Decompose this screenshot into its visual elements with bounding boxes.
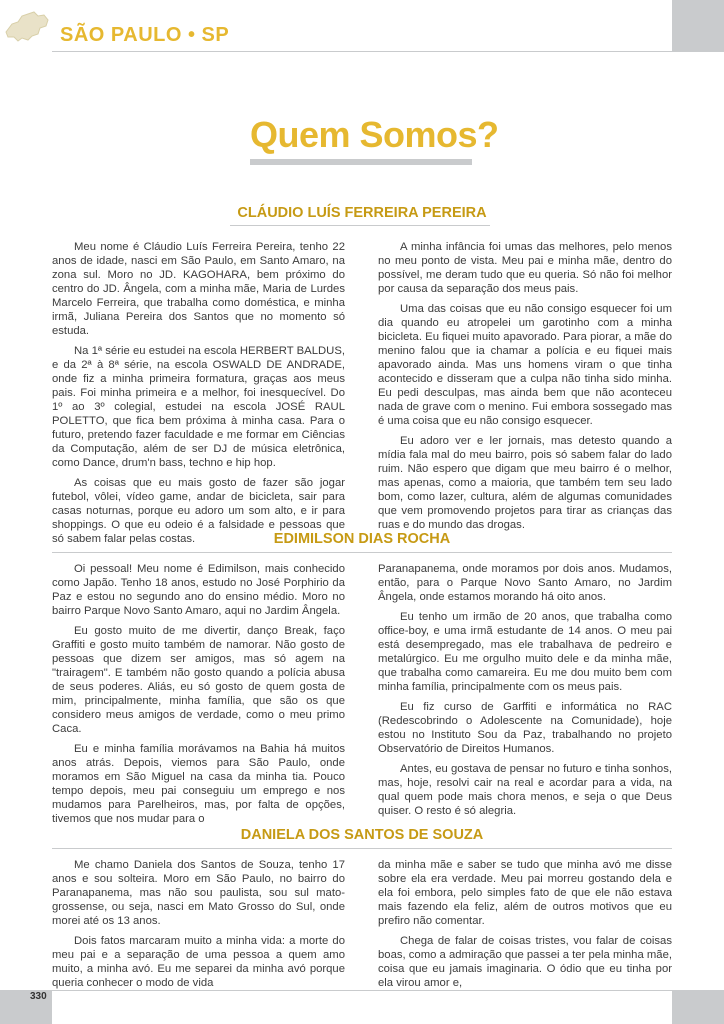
page-number: 330 — [30, 991, 47, 1002]
paragraph: Uma das coisas que eu não consigo esquecer foi um dia quando eu atropelei um garotinho com a minha bicicleta. Eu fiquei muito apavorado. Para piorar, a mãe do menino falou que ia chamar a polícia e eu fiquei mais apavorado ainda. Mas uns homens viram o que tinha acontecido e disseram que a culpa não tinha sido minha. Eu pedi desculpas, mas ainda bem que não aconteceu nada de grave com o menino. Fui embora sossegado mas é uma coisa que eu não consigo esquecer. — [378, 303, 672, 427]
paragraph: Eu tenho um irmão de 20 anos, que trabalha como office-boy, e uma irmã estudante de 14 anos. O meu pai está desempregado, mas ele trabalhava de pedreiro e metalúrgico. Eu me orgulho muito dele e da minha mãe, que trabalha como camareira. Eu me dou muito bem com minha família, principalmente com os meus pais. — [378, 611, 672, 693]
section-daniela-left-column — [52, 858, 345, 996]
footer-right-block — [672, 990, 724, 1024]
paragraph: Antes, eu gostava de pensar no futuro e tinha sonhos, mas, hoje, resolvi cair na real e acordar para a vida, na qual quem pode mais chora menos, e seja o que Deus quiser. O resto é só alegria. — [378, 763, 672, 817]
paragraph: Eu e minha família morávamos na Bahia há muitos anos atrás. Depois, viemos para São Paulo, onde moramos em São Miguel na casa da minha tia. Pouco tempo depois, meu pai conseguiu um emprego e nos mudamos para Parelheiros, mas, por falta de opções, tivemos que nos mudar para o — [52, 743, 345, 825]
page-title: Quem Somos? — [250, 114, 499, 155]
paragraph: Oi pessoal! Meu nome é Edimilson, mais conhecido como Japão. Tenho 18 anos, estudo no José Porphirio da Paz e estou no segundo ano do ensino médio. Moro no bairro Parque Novo Santo Amaro, aqui no Jardim Ângela. — [52, 563, 345, 617]
header-rule — [52, 51, 672, 52]
paragraph: Eu fiz curso de Garffiti e informática no RAC (Redescobrindo o Adolescente na Comunidade), hoje estou no Instituto Sou da Paz, trabalhando no projeto Observatório de Direitos Humanos. — [378, 701, 672, 755]
section-heading-claudio: CLÁUDIO LUÍS FERREIRA PEREIRA — [237, 205, 487, 221]
section-edimilson-right-column — [378, 562, 672, 824]
section-claudio-left-column — [52, 240, 345, 552]
paragraph: Na 1ª série eu estudei na escola HERBERT BALDUS, e da 2ª à 8ª série, na escola OSWALD DE ANDRADE, onde fiz a minha primeira formatura, graças aos meus pais. Foi minha primeira e a melhor, foi inesquecível. Do 1º ao 3º colegial, estudei na escola JOSÉ RAUL POLETTO, que fica bem próxima à minha casa. Para o futuro, pretendo fazer faculdade e me formar em Ciências da Computação, além de ser DJ de música eletrônica, como Dance, drum'n bass, techno e hip hop. — [52, 345, 345, 469]
section-heading-daniela: DANIELA DOS SANTOS DE SOUZA — [240, 827, 484, 843]
title-underline — [250, 159, 472, 165]
section-heading-edimilson: EDIMILSON DIAS ROCHA — [273, 531, 451, 547]
paragraph: Meu nome é Cláudio Luís Ferreira Pereira, tenho 22 anos de idade, nasci em São Paulo, em Santo Amaro, na zona sul. Moro no JD. KAGOHARA, bem próximo do centro do JD. Ângela, com a minha mãe, Maria de Lurdes Marcelo Ferreira, que trabalha como doméstica, e minha irmã, Juliana Pereira dos Santos que no momento só estuda. — [52, 241, 345, 337]
paragraph: Me chamo Daniela dos Santos de Souza, tenho 17 anos e sou solteira. Moro em São Paulo, no bairro do Paranapanema, mas não sou paulista, sou sul mato-grossense, ou seja, nasci em Mato Grosso do Sul, onde morei até os 13 anos. — [52, 859, 345, 927]
section-edimilson-left-column — [52, 562, 345, 832]
paragraph: Dois fatos marcaram muito a minha vida: a morte do meu pai e a separação de uma pessoa a quem amo muito, a minha avó. Eu me separei da minha avó porque queria conhecer o modo de vida — [52, 935, 345, 989]
header-corner-block — [672, 0, 724, 52]
region-label: SÃO PAULO • SP — [60, 24, 230, 46]
paragraph: da minha mãe e saber se tudo que minha avó me disse sobre ela era verdade. Meu pai morreu gostando dela e ela foi embora, pelo simples fato de que ele não estava mais fazendo ela feliz, além de outros motivos que eu prefiro não comentar. — [378, 859, 672, 927]
section-rule — [52, 848, 672, 849]
paragraph: Eu gosto muito de me divertir, danço Break, faço Graffiti e gosto muito também de namorar. Não gosto de pessoas que dizem ser amigos, mas só agem na "trairagem". E também não gosto quando a polícia abusa de seus poderes. Aliás, eu só gosto de quem gosta de mim, principalmente, minha família, que são os que considero meus amigos de verdade, como o meu primo Caca. — [52, 625, 345, 735]
paragraph: Chega de falar de coisas tristes, vou falar de coisas boas, como a admiração que passei a ter pela minha mãe, coisa que eu jamais imaginaria. O ódio que eu tinha por ela virou amor e, — [378, 935, 672, 989]
paragraph: Paranapanema, onde moramos por dois anos. Mudamos, então, para o Parque Novo Santo Amaro, no Jardim Ângela, onde estamos morando há oito anos. — [378, 563, 672, 603]
section-rule — [230, 225, 490, 226]
sao-paulo-state-map-icon — [4, 10, 50, 44]
paragraph: Eu adoro ver e ler jornais, mas detesto quando a mídia fala mal do meu bairro, pois só sabem falar do lado ruim. Não espero que digam que meu bairro é o melhor, mas apenas, como a maioria, que também tem seu lado bom, como lazer, cultura, além de algumas comunidades que vem promovendo projetos para tirar as crianças das ruas e do mundo das drogas. — [378, 435, 672, 531]
paragraph: A minha infância foi umas das melhores, pelo menos no meu ponto de vista. Meu pai e minha mãe, dentro do possível, me deram tudo que eu queria. Só não foi melhor por causa da separação dos meus pais. — [378, 241, 672, 295]
section-daniela-right-column — [378, 858, 672, 996]
section-claudio-right-column — [378, 240, 672, 538]
section-rule — [52, 552, 672, 553]
paragraph: As coisas que eu mais gosto de fazer são jogar futebol, vôlei, vídeo game, andar de bicicleta, sair para casas noturnas, porque eu adoro um som alto, e ir para shoppings. O que eu odeio é a falsidade e pessoas que só sabem falar pelas costas. — [52, 477, 345, 545]
footer-rule — [52, 990, 672, 991]
